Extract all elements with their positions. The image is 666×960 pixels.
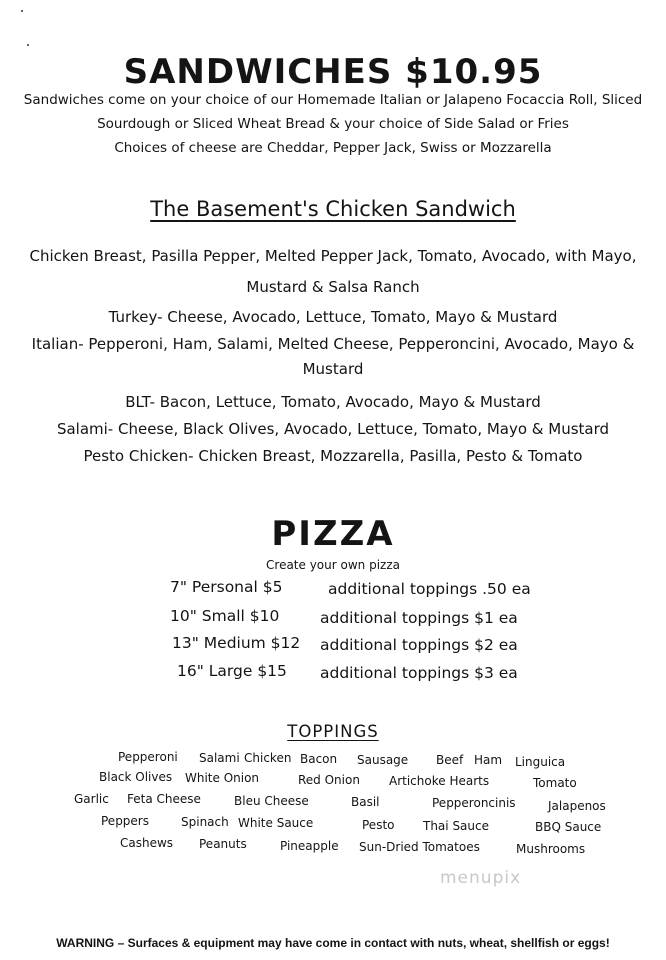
topping-item: Jalapenos [548, 799, 606, 813]
topping-item: Artichoke Hearts [389, 774, 490, 788]
topping-item: White Onion [185, 771, 260, 785]
topping-item: Tomato [533, 776, 577, 790]
topping-item: Linguica [515, 755, 566, 769]
topping-item: Pineapple [280, 839, 339, 853]
topping-item: Feta Cheese [127, 792, 201, 806]
topping-item: Chicken [244, 751, 292, 765]
topping-item: Black Olives [99, 770, 173, 784]
sandwich-item: Chicken Breast, Pasilla Pepper, Melted Pepper Jack, Tomato, Avocado, with Mayo, [29, 247, 637, 265]
topping-item: Bleu Cheese [234, 794, 309, 808]
topping-item: White Sauce [238, 816, 314, 830]
menupix-watermark: menupix [440, 868, 522, 888]
chicken-sandwich-heading: The Basement's Chicken Sandwich [150, 197, 516, 221]
topping-item: Peppers [101, 814, 149, 828]
topping-item: Cashews [120, 836, 174, 850]
topping-item: Sausage [357, 753, 409, 767]
sandwich-item: Turkey- Cheese, Avocado, Lettuce, Tomato, Mayo & Mustard [108, 308, 558, 326]
pizza-size: 13" Medium $12 [172, 634, 301, 652]
pizza-heading: PIZZA [271, 514, 395, 554]
topping-item: Thai Sauce [423, 819, 489, 833]
sandwich-item: Salami- Cheese, Black Olives, Avocado, Lettuce, Tomato, Mayo & Mustard [56, 420, 610, 438]
scan-speck [21, 10, 23, 12]
toppings-heading: TOPPINGS [287, 722, 379, 741]
sandwich-item: BLT- Bacon, Lettuce, Tomato, Avocado, Mayo & Mustard [125, 393, 541, 411]
topping-item: Salami [199, 751, 240, 765]
pizza-topping-price: additional toppings $1 ea [320, 609, 518, 627]
topping-item: Ham [474, 753, 503, 767]
allergen-warning: WARNING – Surfaces & equipment may have come in contact with nuts, wheat, shellfish or eggs! [56, 936, 610, 950]
topping-item: Basil [351, 795, 380, 809]
sandwiches-intro-line: Sourdough or Sliced Wheat Bread & your choice of Side Salad or Fries [97, 116, 569, 132]
topping-item: Sun-Dried Tomatoes [359, 840, 480, 854]
pizza-size: 16" Large $15 [177, 662, 287, 680]
topping-item: Peanuts [199, 837, 247, 851]
topping-item: Pepperoni [118, 750, 178, 764]
sandwiches-heading: SANDWICHES $10.95 [123, 52, 543, 92]
sandwich-item: Mustard [302, 360, 364, 378]
pizza-size: 7" Personal $5 [170, 578, 283, 596]
topping-item: Beef [436, 753, 464, 767]
sandwich-item: Mustard & Salsa Ranch [246, 278, 420, 296]
topping-item: BBQ Sauce [535, 820, 602, 834]
topping-item: Spinach [181, 815, 229, 829]
topping-item: Pepperoncinis [432, 796, 516, 810]
sandwiches-intro-line: Choices of cheese are Cheddar, Pepper Jack, Swiss or Mozzarella [114, 140, 552, 156]
sandwiches-intro-line: Sandwiches come on your choice of our Homemade Italian or Jalapeno Focaccia Roll, Sliced [23, 92, 643, 108]
sandwich-item: Pesto Chicken- Chicken Breast, Mozzarella, Pasilla, Pesto & Tomato [83, 447, 583, 465]
pizza-subheading: Create your own pizza [266, 558, 400, 572]
sandwich-item: Italian- Pepperoni, Ham, Salami, Melted Cheese, Pepperoncini, Avocado, Mayo & [31, 335, 635, 353]
topping-item: Mushrooms [516, 842, 586, 856]
scan-speck [27, 44, 29, 46]
pizza-size: 10" Small $10 [170, 607, 280, 625]
topping-item: Pesto [362, 818, 395, 832]
pizza-topping-price: additional toppings $2 ea [320, 636, 518, 654]
topping-item: Garlic [74, 792, 109, 806]
pizza-topping-price: additional toppings $3 ea [320, 664, 518, 682]
topping-item: Bacon [300, 752, 338, 766]
topping-item: Red Onion [298, 773, 360, 787]
pizza-topping-price: additional toppings .50 ea [328, 580, 531, 598]
